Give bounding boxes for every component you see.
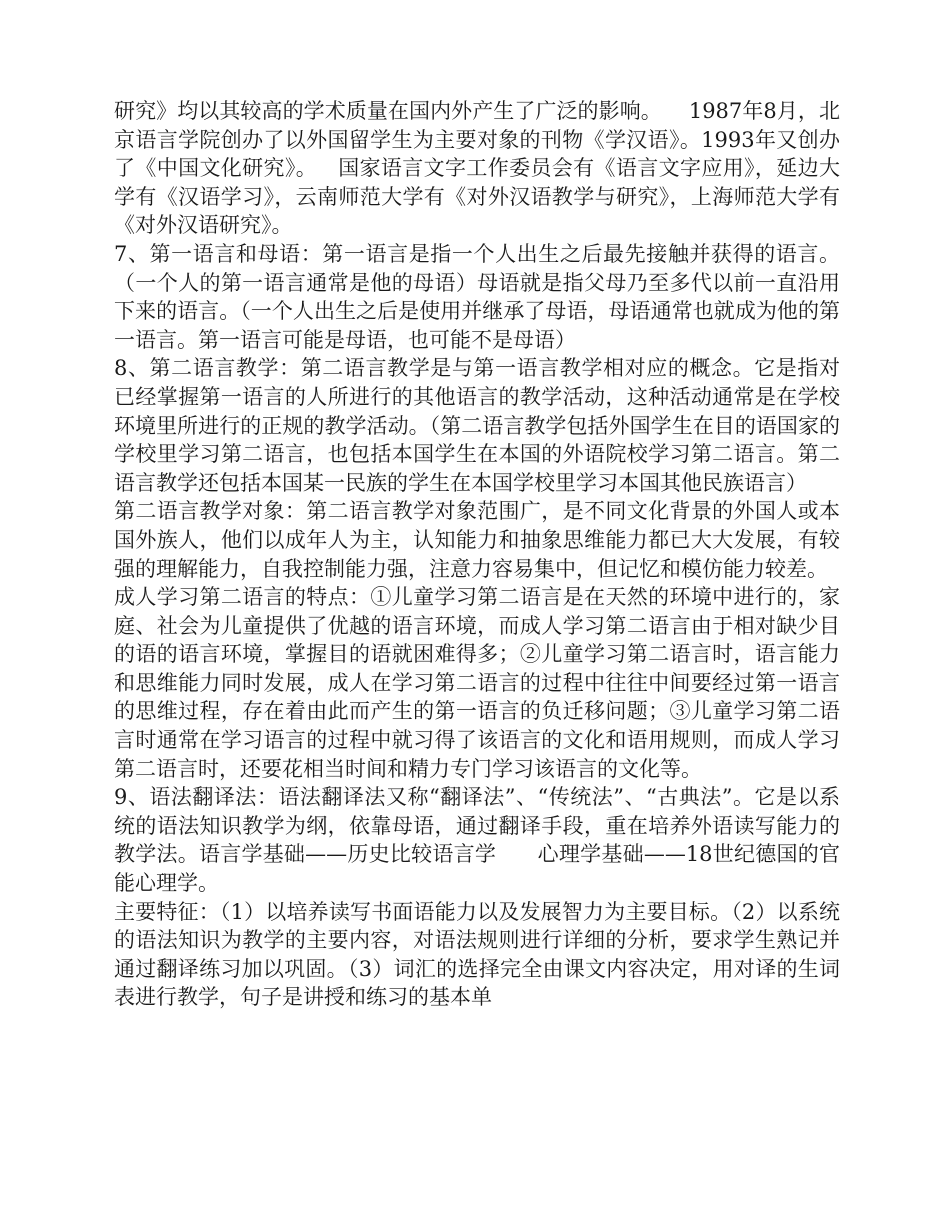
paragraph-adult-learning: 成人学习第二语言的特点：①儿童学习第二语言是在天然的环境中进行的，家庭、社会为儿童提供了优越的语言环境，而成人学习第二语言由于相对缺少目的语的语言环境，掌握目的语就困难得多；②儿童学习第二语言时，语言能力和思维能力同时发展，成人在学习第二语言的过程中往往中间要经过第一语言的思维过程，存在着由此而产生的第一语言的负迁移问题；③儿童学习第二语言时通常在学习语言的过程中就习得了该语言的文化和语用规则，而成人学习第二语言时，还要花相当时间和精力专门学习该语言的文化等。 (114, 585, 840, 781)
paragraph-teaching-targets: 第二语言教学对象：第二语言教学对象范围广，是不同文化背景的外国人或本国外族人，他们以成年人为主，认知能力和抽象思维能力都已大大发展，有较强的理解能力，自我控制能力强，注意力容易集中，但记忆和模仿能力较差。 (114, 499, 840, 581)
paragraph-second-language-teaching: 8、第二语言教学：第二语言教学是与第一语言教学相对应的概念。它是指对已经掌握第一语言的人所进行的其他语言的教学活动，这种活动通常是在学校环境里所进行的正规的教学活动。（第二语言教学包括外国学生在目的语国家的学校里学习第二语言，也包括本国学生在本国的外语院校学习第二语言。第二语言教学还包括本国某一民族的学生在本国学校里学习本国其他民族语言） (114, 356, 840, 495)
document-page (114, 97, 840, 1012)
paragraph-first-language: 7、第一语言和母语：第一语言是指一个人出生之后最先接触并获得的语言。（一个人的第一语言通常是他的母语）母语就是指父母乃至多代以前一直沿用下来的语言。（一个人出生之后是使用并继承了母语，母语通常也就成为他的第一语言。第一语言可能是母语，也可能不是母语） (114, 241, 840, 352)
paragraph-main-features: 主要特征：（1）以培养读写书面语能力以及发展智力为主要目标。（2）以系统的语法知识为教学的主要内容，对语法规则进行详细的分析，要求学生熟记并通过翻译练习加以巩固。（3）词汇的选择完全由课文内容决定，用对译的生词表进行教学，句子是讲授和练习的基本单 (114, 899, 840, 1010)
paragraph-grammar-translation: 9、语法翻译法：语法翻译法又称“翻译法”、“传统法”、“古典法”。它是以系统的语法知识教学为纲，依靠母语，通过翻译手段，重在培养外语读写能力的教学法。语言学基础——历史比较语言学 心理学基础——18世纪德国的官能心理学。 (114, 785, 840, 896)
paragraph-journals: 研究》均以其较高的学术质量在国内外产生了广泛的影响。 1987年8月，北京语言学院创办了以外国留学生为主要对象的刊物《学汉语》。1993年又创办了《中国文化研究》。 国家语言文字工作委员会有《语言文字应用》，延边大学有《汉语学习》，云南师范大学有《对外汉语教学与研究》，上海师范大学有《对外汉语研究》。 (114, 99, 840, 238)
